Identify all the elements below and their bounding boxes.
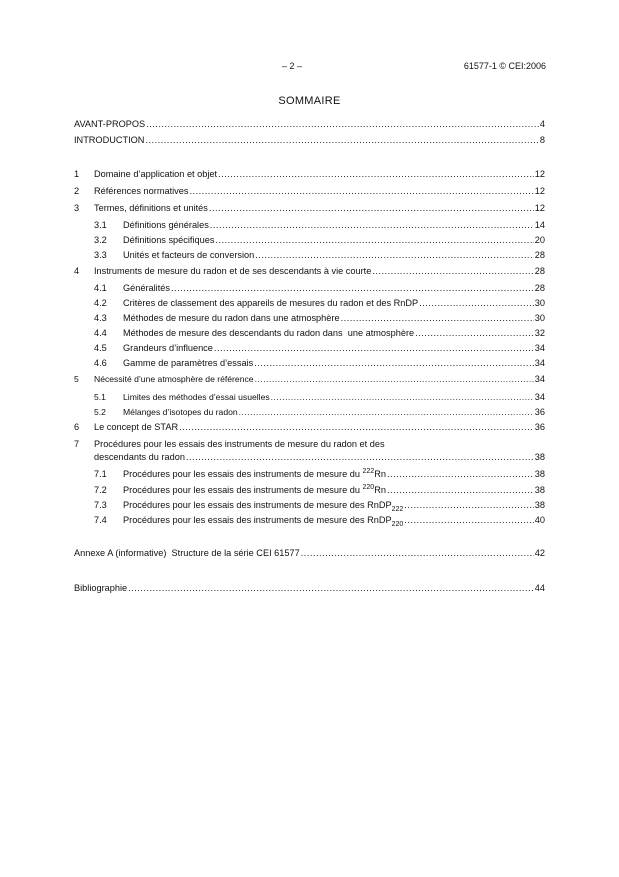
toc-entry-label: Unités et facteurs de conversion xyxy=(123,250,255,260)
toc-entry-3-1[interactable] xyxy=(74,220,545,231)
toc-entry-5-1[interactable] xyxy=(74,392,545,403)
toc-entry-3-2[interactable] xyxy=(74,235,545,246)
toc-entry-number: 6 xyxy=(74,422,80,432)
toc-entry-5[interactable] xyxy=(74,374,545,385)
toc-entry-label: Grandeurs d’influence xyxy=(123,343,213,353)
toc-entry-label: Bibliographie xyxy=(74,583,128,593)
toc-entry-label: Procédures pour les essais des instruments de mesure du $^{220}$Rn xyxy=(123,484,386,495)
toc-entry-6[interactable] xyxy=(74,422,545,433)
toc-entry-number: 3.2 xyxy=(94,235,107,245)
toc-entry-2[interactable] xyxy=(74,186,545,197)
toc-entry-label: Nécessité d’une atmosphère de référence xyxy=(94,374,254,384)
isotope-mass-number: 220 xyxy=(362,484,375,491)
toc-entry-label: AVANT-PROPOS xyxy=(74,119,146,129)
toc-entry-page: 44 xyxy=(534,583,545,593)
toc-entry-label: Méthodes de mesure du radon dans une atmosphère xyxy=(123,313,340,323)
toc-entry-7-3[interactable] xyxy=(74,500,545,511)
toc-entry-7-2[interactable] xyxy=(74,485,545,496)
toc-entry-number: 4.2 xyxy=(94,298,107,308)
toc-entry-number: 3.3 xyxy=(94,250,107,260)
toc-entry-page: 28 xyxy=(534,266,545,276)
toc-entry-label: Méthodes de mesure des descendants du radon dans une atmosphère xyxy=(123,328,415,338)
toc-entry-number: 5.2 xyxy=(94,407,106,417)
isotope-mass-number: 222 xyxy=(362,468,375,475)
toc-entry-4-2[interactable] xyxy=(74,298,545,309)
toc-entry-page: 12 xyxy=(534,203,545,213)
toc-entry-number: 7.4 xyxy=(94,515,107,525)
toc-entry-label-line1: Procédures pour les essais des instruments de mesure du radon et des xyxy=(94,439,385,449)
toc-entry-label: INTRODUCTION xyxy=(74,135,145,145)
toc-entry-4-1[interactable] xyxy=(74,283,545,294)
toc-entry-4-6[interactable] xyxy=(74,358,545,369)
toc-entry-introduction[interactable] xyxy=(74,135,545,146)
toc-entry-page: 38 xyxy=(534,500,545,510)
toc-entry-number: 3 xyxy=(74,203,80,213)
toc-entry-page: 4 xyxy=(539,119,545,129)
toc-entry-label: Limites des méthodes d’essai usuelles xyxy=(123,392,270,402)
toc-entry-number: 4.4 xyxy=(94,328,107,338)
toc-entry-number: 4.3 xyxy=(94,313,107,323)
toc-entry-number: 4.1 xyxy=(94,283,107,293)
toc-entry-4[interactable] xyxy=(74,266,545,277)
isotope-subscript: 220 xyxy=(391,521,404,528)
toc-entry-page: 34 xyxy=(534,374,545,384)
toc-entry-7[interactable] xyxy=(74,439,545,450)
toc-entry-label: Procédures pour les essais des instruments de mesure des RnDP$_{222}$ xyxy=(123,500,404,513)
toc-entry-page: 28 xyxy=(534,250,545,260)
toc-entry-label-line2: descendants du radon xyxy=(94,452,185,462)
toc-entry-label: Critères de classement des appareils de mesures du radon et des RnDP xyxy=(123,298,419,308)
toc-entry-7-4[interactable] xyxy=(74,515,545,526)
toc-entry-1[interactable] xyxy=(74,169,545,180)
toc-entry-label: Annexe A (informative) Structure de la série CEI 61577 xyxy=(74,548,300,558)
toc-entry-number: 1 xyxy=(74,169,80,179)
page-title: SOMMAIRE xyxy=(278,95,341,107)
toc-entry-page: 12 xyxy=(534,169,545,179)
toc-entry-label: Instruments de mesure du radon et de ses descendants à vie courte xyxy=(94,266,372,276)
toc-entry-page: 28 xyxy=(534,283,545,293)
toc-entry-number: 4.6 xyxy=(94,358,107,368)
toc-entry-page: 36 xyxy=(534,407,545,417)
toc-entry-number: 5.1 xyxy=(94,392,106,402)
toc-entry-page: 34 xyxy=(534,343,545,353)
toc-entry-number: 7.3 xyxy=(94,500,107,510)
toc-entry-label: Définitions spécifiques xyxy=(123,235,215,245)
toc-entry-label: Mélanges d’isotopes du radon xyxy=(123,407,238,417)
toc-entry-label: Domaine d’application et objet xyxy=(94,169,218,179)
toc-entry-page: 14 xyxy=(534,220,545,230)
toc-entry-label: Procédures pour les essais des instruments de mesure des RnDP$_{220}$ xyxy=(123,515,404,528)
toc-entry-page: 8 xyxy=(539,135,545,145)
toc-entry-page: 20 xyxy=(534,235,545,245)
toc-entry-page: 12 xyxy=(534,186,545,196)
toc-entry-3-3[interactable] xyxy=(74,250,545,261)
toc-entry-page: 30 xyxy=(534,313,545,323)
toc-entry-page: 30 xyxy=(534,298,545,308)
toc-entry-number: 3.1 xyxy=(94,220,107,230)
toc-entry-3[interactable] xyxy=(74,203,545,214)
toc-entry-7-continued[interactable] xyxy=(74,452,545,463)
toc-entry-annex-a[interactable] xyxy=(74,548,545,559)
toc-entry-label: Généralités xyxy=(123,283,170,293)
toc-entry-label: Termes, définitions et unités xyxy=(94,203,208,213)
toc-entry-7-1[interactable] xyxy=(74,469,545,480)
toc-entry-number: 7 xyxy=(74,439,80,449)
document-reference: 61577-1 © CEI:2006 xyxy=(463,61,546,71)
isotope-subscript: 222 xyxy=(391,506,404,513)
toc-entry-number: 7.1 xyxy=(94,469,107,479)
toc-entry-number: 4.5 xyxy=(94,343,107,353)
toc-entry-number: 4 xyxy=(74,266,80,276)
toc-entry-page: 36 xyxy=(534,422,545,432)
toc-entry-page: 38 xyxy=(534,452,545,462)
toc-entry-4-3[interactable] xyxy=(74,313,545,324)
toc-entry-page: 40 xyxy=(534,515,545,525)
toc-entry-page: 32 xyxy=(534,328,545,338)
toc-entry-label: Définitions générales xyxy=(123,220,209,230)
toc-entry-avant-propos[interactable] xyxy=(74,119,545,130)
toc-entry-4-5[interactable] xyxy=(74,343,545,354)
toc-entry-label: Gamme de paramètres d’essais xyxy=(123,358,254,368)
page-number: – 2 – xyxy=(282,61,303,71)
toc-entry-page: 38 xyxy=(534,469,545,479)
toc-entry-page: 42 xyxy=(534,548,545,558)
toc-entry-number: 5 xyxy=(74,374,79,384)
toc-entry-label: Procédures pour les essais des instruments de mesure du $^{222}$Rn xyxy=(123,468,386,479)
toc-entry-5-2[interactable] xyxy=(74,407,545,418)
toc-entry-bibliography[interactable] xyxy=(74,583,545,594)
toc-entry-number: 7.2 xyxy=(94,485,107,495)
toc-entry-label: Le concept de STAR xyxy=(94,422,179,432)
toc-entry-page: 34 xyxy=(534,392,545,402)
toc-entry-page: 38 xyxy=(534,485,545,495)
toc-entry-label: Références normatives xyxy=(94,186,189,196)
toc-entry-page: 34 xyxy=(534,358,545,368)
toc-entry-number: 2 xyxy=(74,186,80,196)
toc-entry-4-4[interactable] xyxy=(74,328,545,339)
